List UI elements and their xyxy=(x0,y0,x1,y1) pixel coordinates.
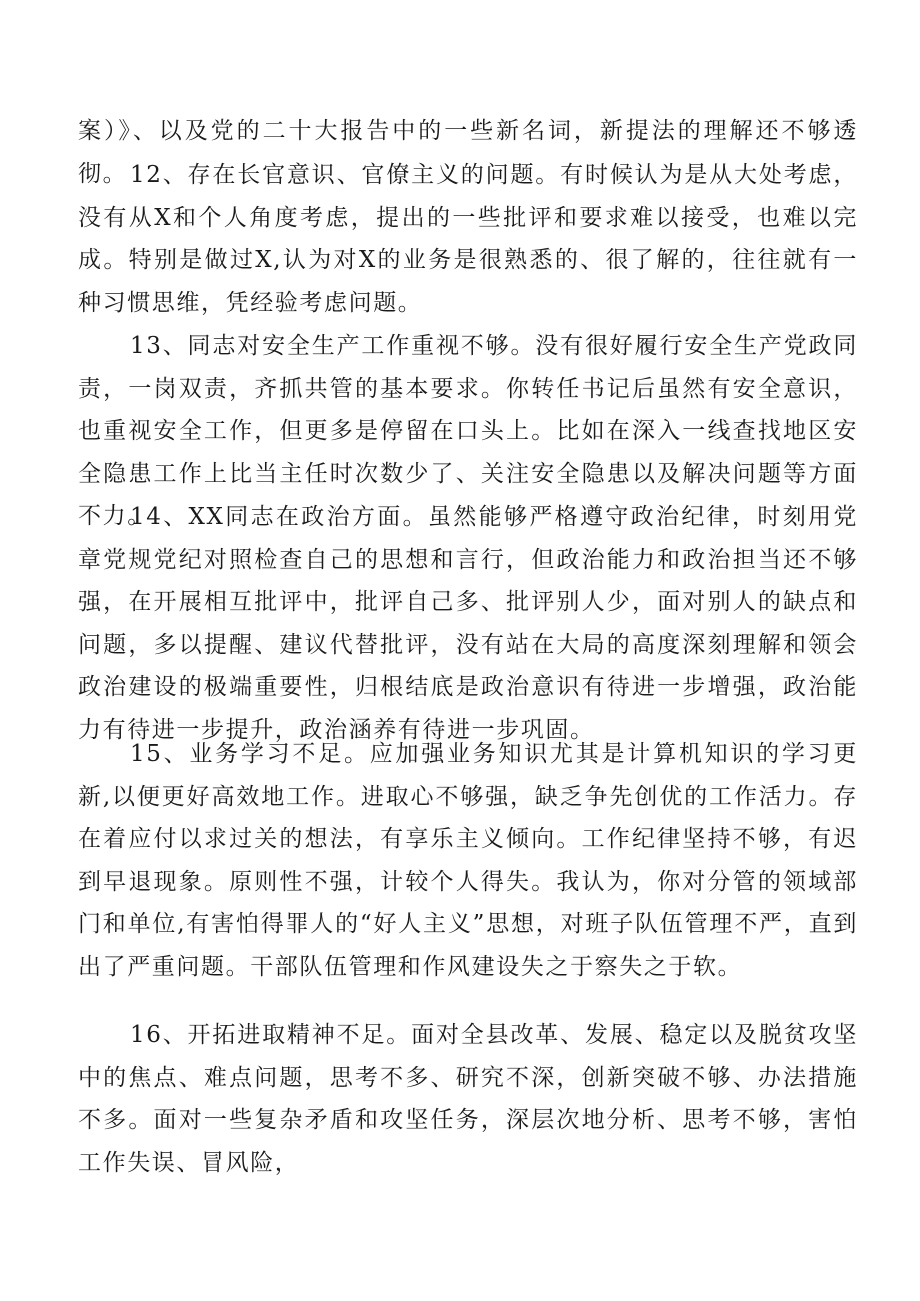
paragraph-item-13: 13、同志对安全生产工作重视不够。没有很好履行安全生产党政同责，一岗双责，齐抓共管的基本要求。你转任书记后虽然有安全意识，也重视安全工作，但更多是停留在口头上。比如在深入一线查找地区安全隐患工作上比当主任时次数少了、关注安全隐患以及解决问题等方面不力。 xyxy=(78,333,858,529)
paragraph-item-15: 15、业务学习不足。应加强业务知识尤其是计算机知识的学习更新,以便更好高效地工作。进取心不够强，缺乏争先创优的工作活力。存在着应付以求过关的想法，有享乐主义倾向。工作纪律坚持不够，有迟到早退现象。原则性不强，计较个人得失。我认为，你对分管的领域部门和单位,有害怕得罪人的“好人主义”思想，对班子队伍管理不严，直到出了严重问题。干部队伍管理和作风建设失之于察失之于软。 xyxy=(78,741,858,980)
paragraph-item-16: 16、开拓进取精神不足。面对全县改革、发展、稳定以及脱贫攻坚中的焦点、难点问题，思考不多、研究不深，创新突破不够、办法措施不多。面对一些复杂矛盾和攻坚任务，深层次地分析、思考不够，害怕工作失误、冒风险， xyxy=(78,1022,858,1176)
paragraph-item-14: 14、XX同志在政治方面。虽然能够严格遵守政治纪律，时刻用党章党规党纪对照检查自己的思想和言行，但政治能力和政治担当还不够强，在开展相互批评中，批评自己多、批评别人少，面对别人的缺点和问题，多以提醒、建议代替批评，没有站在大局的高度深刻理解和领会政治建设的极端重要性，归根结底是政治意识有待进一步增强，政治能力有待进一步提升，政治涵养有待进一步巩固。 xyxy=(78,504,858,743)
paragraph-continuation: 案）》、以及党的二十大报告中的一些新名词，新提法的理解还不够透彻。 xyxy=(78,118,858,187)
paragraph-item-12: 12、存在长官意识、官僚主义的问题。有时候认为是从大处考虑，没有从X和个人角度考虑，提出的一些批评和要求难以接受，也难以完成。特别是做过X,认为对X的业务是很熟悉的、很了解的，往往就有一种习惯思维，凭经验考虑问题。 xyxy=(78,162,858,316)
